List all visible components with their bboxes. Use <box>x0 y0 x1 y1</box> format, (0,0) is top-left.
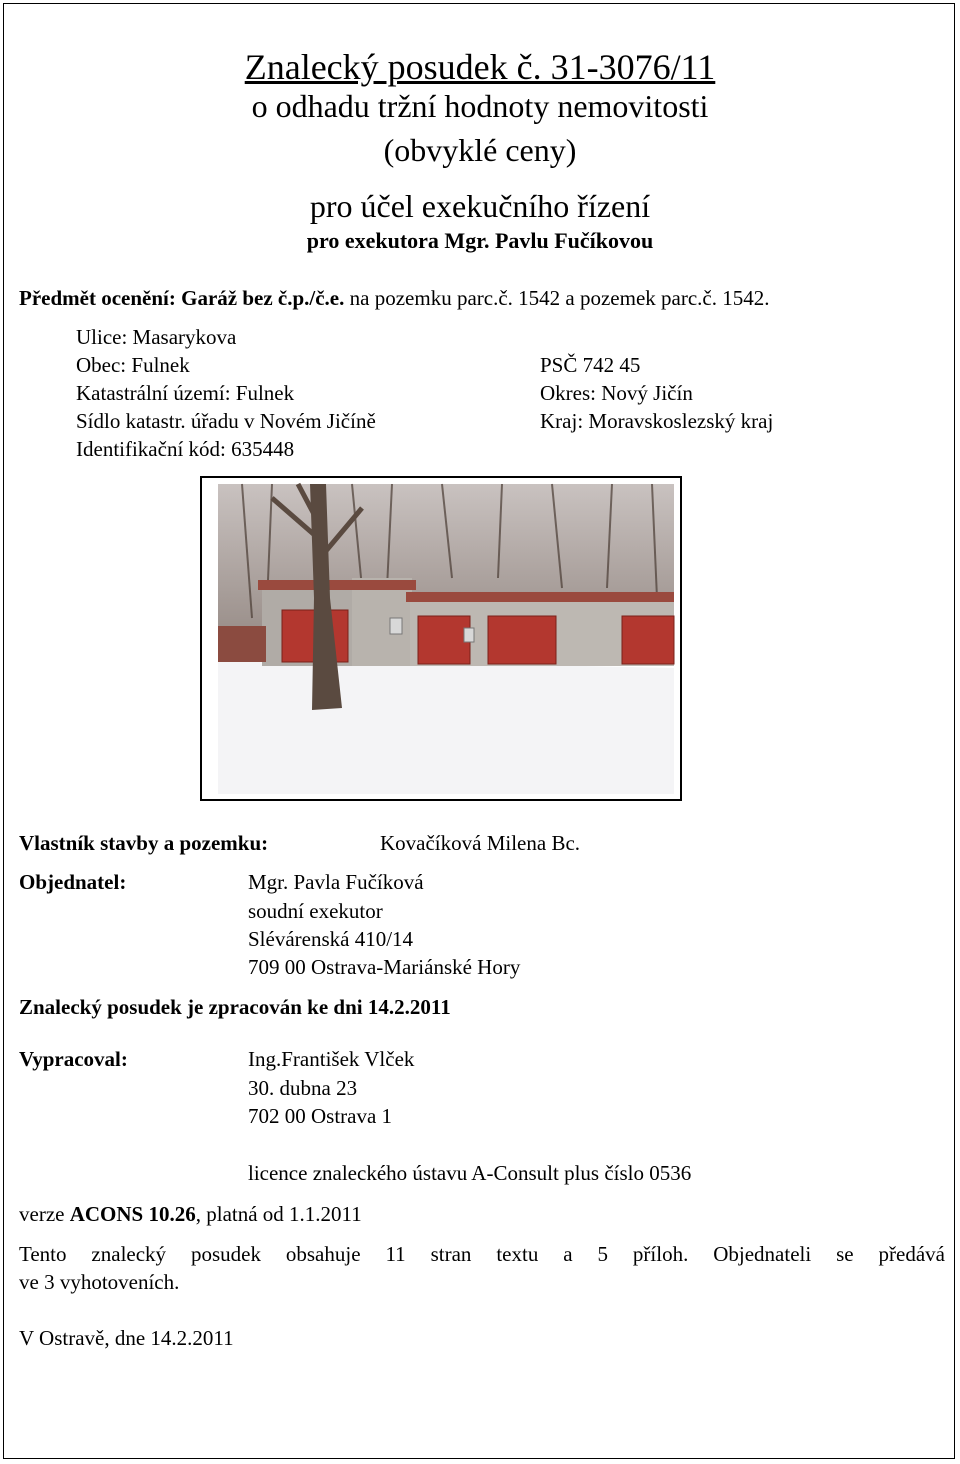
place-date: V Ostravě, dne 14.2.2011 <box>19 1326 234 1350</box>
document-title: Znalecký posudek č. 31-3076/11 <box>244 47 716 87</box>
garage-door-4 <box>622 616 674 664</box>
for-whom-line: pro exekutora Mgr. Pavlu Fučíkovou <box>306 228 654 253</box>
cadastre: Katastrální území: Fulnek <box>76 381 295 405</box>
title-line-3: (obvyklé ceny) <box>383 132 577 168</box>
contents-line-2: ve 3 vyhotoveních. <box>19 1270 180 1294</box>
client-line: Mgr. Pavla Fučíková <box>248 870 424 894</box>
version-bold: ACONS 10.26 <box>69 1202 196 1226</box>
garage-door-3 <box>488 616 556 664</box>
identification-code: Identifikační kód: 635448 <box>76 437 295 461</box>
property-photo <box>200 476 682 801</box>
version-prefix: verze <box>19 1202 70 1226</box>
cadastral-office: Sídlo katastr. úřadu v Novém Jičíně <box>76 409 376 433</box>
owner-value: Kovačíková Milena Bc. <box>380 831 581 855</box>
zip-code: PSČ 742 45 <box>540 353 641 377</box>
region: Kraj: Moravskoslezský kraj <box>540 409 774 433</box>
district: Okres: Nový Jičín <box>540 381 693 405</box>
client-line: 709 00 Ostrava-Mariánské Hory <box>248 955 521 979</box>
subject-bold: Garáž bez č.p./č.e. <box>181 286 345 310</box>
title-line-2: o odhadu tržní hodnoty nemovitosti <box>251 88 709 124</box>
client-line: soudní exekutor <box>248 899 383 923</box>
contents-line-1: Tento znalecký posudek obsahuje 11 stran textu a 5 příloh. Objednateli se předává <box>19 1242 945 1266</box>
subject-label: Předmět ocenění: <box>19 286 176 310</box>
municipality: Obec: Fulnek <box>76 353 190 377</box>
subject-line <box>19 286 769 311</box>
licence-line: licence znaleckého ústavu A-Consult plus číslo 0536 <box>248 1161 692 1185</box>
author-line: 30. dubna 23 <box>248 1076 358 1100</box>
author-line: 702 00 Ostrava 1 <box>248 1104 393 1128</box>
version-suffix: , platná od 1.1.2011 <box>195 1202 362 1226</box>
client-line: Slévárenská 410/14 <box>248 927 414 951</box>
author-line: Ing.František Vlček <box>248 1047 415 1071</box>
brick-wall <box>218 626 266 662</box>
version-line <box>19 1202 362 1227</box>
snow-ground <box>218 658 674 794</box>
owner-label: Vlastník stavby a pozemku: <box>19 831 269 855</box>
garage-photo-illustration <box>202 478 680 799</box>
garage-door-2 <box>418 616 470 664</box>
client-label: Objednatel: <box>19 870 127 894</box>
purpose-line: pro účel exekučního řízení <box>309 188 651 224</box>
street: Ulice: Masarykova <box>76 325 237 349</box>
prepared-date: Znalecký posudek je zpracován ke dni 14.2.2011 <box>19 995 451 1019</box>
author-label: Vypracoval: <box>19 1047 128 1071</box>
subject-rest: na pozemku parc.č. 1542 a pozemek parc.č. 1542. <box>344 286 770 310</box>
